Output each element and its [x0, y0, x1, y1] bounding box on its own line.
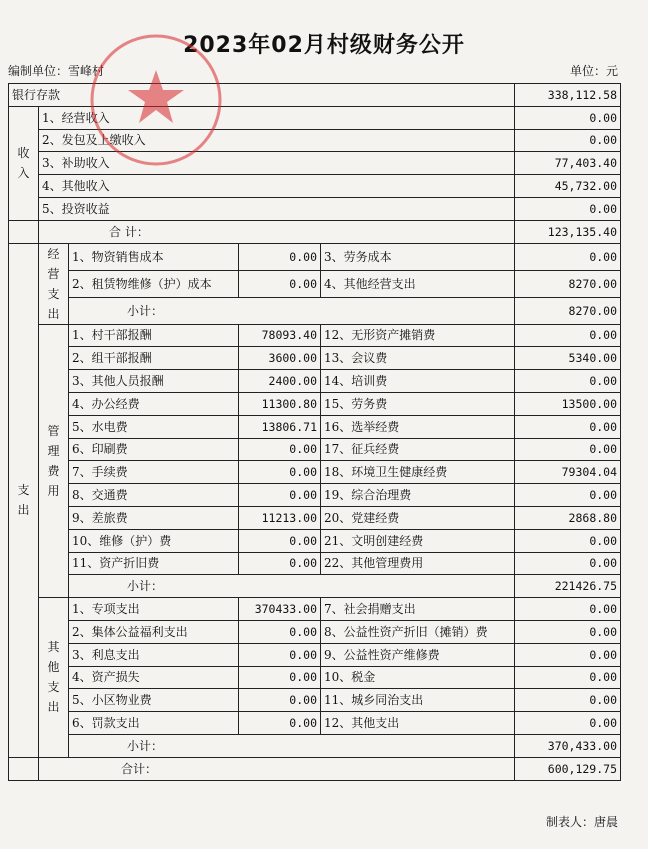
table-row [9, 643, 621, 666]
other-item-value: 370433.00 [239, 598, 321, 621]
management-item-label: 2、组干部报酬 [69, 347, 239, 370]
management-item-value: 78093.40 [239, 324, 321, 347]
other-item-value: 0.00 [515, 712, 621, 735]
table-row [9, 392, 621, 415]
other-item-label: 5、小区物业费 [69, 689, 239, 712]
management-item-label: 17、征兵经费 [321, 438, 515, 461]
other-item-label: 10、税金 [321, 666, 515, 689]
management-item-value: 2400.00 [239, 370, 321, 393]
table-row [9, 243, 621, 270]
management-item-value: 0.00 [515, 529, 621, 552]
other-item-label: 7、社会捐赠支出 [321, 598, 515, 621]
income-item-value: 0.00 [515, 197, 621, 220]
operating-group-label [39, 243, 69, 324]
table-row [9, 575, 621, 598]
other-item-value: 0.00 [515, 689, 621, 712]
management-item-label: 10、维修（护）费 [69, 529, 239, 552]
table-row [9, 438, 621, 461]
operating-group-label-char: 经 [47, 246, 60, 261]
management-item-value: 0.00 [515, 415, 621, 438]
income-item-label: 5、投资收益 [39, 197, 515, 220]
table-row [9, 106, 621, 129]
management-group-label [39, 324, 69, 598]
other-item-label: 2、集体公益福利支出 [69, 620, 239, 643]
operating-group-label-char: 支 [47, 286, 60, 301]
table-row [9, 220, 621, 243]
preparer: 制表人：唐晨 [545, 815, 618, 829]
management-item-label: 11、资产折旧费 [69, 552, 239, 575]
management-item-value: 0.00 [239, 552, 321, 575]
management-item-value: 0.00 [515, 370, 621, 393]
currency-unit: 单位：元 [569, 64, 618, 78]
operating-item-label: 2、租赁物维修（护）成本 [69, 270, 239, 297]
other-item-value: 0.00 [239, 643, 321, 666]
other-subtotal-value: 370,433.00 [515, 734, 621, 757]
management-item-label: 7、手续费 [69, 461, 239, 484]
table-row [9, 129, 621, 152]
management-item-label: 14、培训费 [321, 370, 515, 393]
management-group-label-char: 理 [47, 443, 60, 458]
table-row [9, 197, 621, 220]
operating-subtotal-value: 8270.00 [515, 297, 621, 324]
management-item-label: 19、综合治理费 [321, 484, 515, 507]
other-item-label: 12、其他支出 [321, 712, 515, 735]
management-group-label-char: 用 [47, 483, 60, 498]
management-item-label: 18、环境卫生健康经费 [321, 461, 515, 484]
management-item-label: 15、劳务费 [321, 392, 515, 415]
income-group-label [9, 106, 39, 220]
management-item-value: 79304.04 [515, 461, 621, 484]
table-row [9, 461, 621, 484]
other-item-label: 3、利息支出 [69, 643, 239, 666]
other-group-label [39, 598, 69, 758]
table-row [9, 506, 621, 529]
management-item-value: 0.00 [515, 438, 621, 461]
income-item-label: 1、经营收入 [39, 106, 515, 129]
table-row [9, 620, 621, 643]
grand-total-value: 600,129.75 [515, 757, 621, 780]
other-item-value: 0.00 [239, 666, 321, 689]
other-group-label-char: 出 [47, 700, 60, 715]
management-item-label: 6、印刷费 [69, 438, 239, 461]
management-item-value: 0.00 [515, 484, 621, 507]
management-item-label: 1、村干部报酬 [69, 324, 239, 347]
operating-group-label-char: 营 [47, 266, 60, 281]
management-subtotal-label: 小计： [69, 575, 515, 598]
operating-item-label: 3、劳务成本 [321, 243, 515, 270]
income-item-label: 4、其他收入 [39, 175, 515, 198]
other-subtotal-label: 小计： [69, 734, 515, 757]
management-item-label: 21、文明创建经费 [321, 529, 515, 552]
table-row [9, 297, 621, 324]
other-item-value: 0.00 [239, 620, 321, 643]
income-item-value: 0.00 [515, 106, 621, 129]
table-row [9, 552, 621, 575]
table-row [9, 734, 621, 757]
page-title: 2023年02月村级财务公开 [183, 33, 465, 58]
operating-item-value: 0.00 [239, 270, 321, 297]
other-item-value: 0.00 [239, 712, 321, 735]
expense-group-label-char: 出 [17, 503, 30, 518]
management-item-value: 11300.80 [239, 392, 321, 415]
table-row [9, 757, 621, 780]
expense-group-label [9, 243, 39, 757]
management-item-label: 5、水电费 [69, 415, 239, 438]
table-row [9, 689, 621, 712]
other-item-value: 0.00 [515, 643, 621, 666]
management-item-value: 0.00 [515, 324, 621, 347]
operating-subtotal-label: 小计： [69, 297, 515, 324]
management-group-label-char: 管 [47, 423, 60, 438]
management-item-value: 3600.00 [239, 347, 321, 370]
income-item-value: 77,403.40 [515, 152, 621, 175]
bank-value: 338,112.58 [515, 84, 621, 107]
income-group-label-char: 入 [17, 166, 30, 181]
table-row [9, 347, 621, 370]
table-row [9, 484, 621, 507]
management-item-label: 4、办公经费 [69, 392, 239, 415]
management-item-label: 9、差旅费 [69, 506, 239, 529]
other-item-label: 4、资产损失 [69, 666, 239, 689]
finance-table [8, 83, 621, 781]
table-row [9, 175, 621, 198]
management-item-value: 5340.00 [515, 347, 621, 370]
other-group-label-char: 其 [47, 640, 60, 655]
table-row [9, 270, 621, 297]
operating-group-label-char: 出 [47, 306, 60, 321]
income-item-label: 2、发包及上缴收入 [39, 129, 515, 152]
bank-label: 银行存款 [9, 84, 515, 107]
table-row [9, 666, 621, 689]
management-item-value: 0.00 [239, 461, 321, 484]
other-item-label: 8、公益性资产折旧（摊销）费 [321, 620, 515, 643]
table-row [9, 415, 621, 438]
management-subtotal-value: 221426.75 [515, 575, 621, 598]
other-item-label: 11、城乡同治支出 [321, 689, 515, 712]
management-item-label: 8、交通费 [69, 484, 239, 507]
management-item-label: 20、党建经费 [321, 506, 515, 529]
income-item-label: 3、补助收入 [39, 152, 515, 175]
operating-item-label: 4、其他经营支出 [321, 270, 515, 297]
management-item-value: 2868.80 [515, 506, 621, 529]
table-row [9, 84, 621, 107]
management-item-value: 0.00 [239, 438, 321, 461]
expense-group-label-char: 支 [17, 483, 30, 498]
other-item-label: 1、专项支出 [69, 598, 239, 621]
operating-item-value: 0.00 [515, 243, 621, 270]
management-item-value: 0.00 [239, 529, 321, 552]
management-item-label: 22、其他管理费用 [321, 552, 515, 575]
table-row [9, 529, 621, 552]
other-group-label-char: 支 [47, 680, 60, 695]
table-row [9, 598, 621, 621]
operating-item-value: 8270.00 [515, 270, 621, 297]
management-group-label-char: 费 [47, 463, 60, 478]
table-row [9, 324, 621, 347]
management-item-value: 11213.00 [239, 506, 321, 529]
other-item-label: 6、罚款支出 [69, 712, 239, 735]
table-row [9, 152, 621, 175]
other-item-value: 0.00 [239, 689, 321, 712]
income-total-label: 合 计： [39, 220, 515, 243]
income-group-label-char: 收 [17, 146, 30, 161]
grand-total-label: 合计： [39, 757, 515, 780]
management-item-value: 13500.00 [515, 392, 621, 415]
other-item-value: 0.00 [515, 666, 621, 689]
other-group-label-char: 他 [47, 660, 60, 675]
prepared-by-unit: 编制单位：雪峰村 [8, 64, 105, 78]
income-item-value: 45,732.00 [515, 175, 621, 198]
management-item-value: 13806.71 [239, 415, 321, 438]
operating-item-value: 0.00 [239, 243, 321, 270]
operating-item-label: 1、物资销售成本 [69, 243, 239, 270]
management-item-value: 0.00 [239, 484, 321, 507]
other-item-value: 0.00 [515, 620, 621, 643]
management-item-label: 12、无形资产摊销费 [321, 324, 515, 347]
other-item-value: 0.00 [515, 598, 621, 621]
management-item-value: 0.00 [515, 552, 621, 575]
table-row [9, 370, 621, 393]
income-item-value: 0.00 [515, 129, 621, 152]
income-total-value: 123,135.40 [515, 220, 621, 243]
management-item-label: 13、会议费 [321, 347, 515, 370]
table-row [9, 712, 621, 735]
management-item-label: 3、其他人员报酬 [69, 370, 239, 393]
other-item-label: 9、公益性资产维修费 [321, 643, 515, 666]
management-item-label: 16、选举经费 [321, 415, 515, 438]
